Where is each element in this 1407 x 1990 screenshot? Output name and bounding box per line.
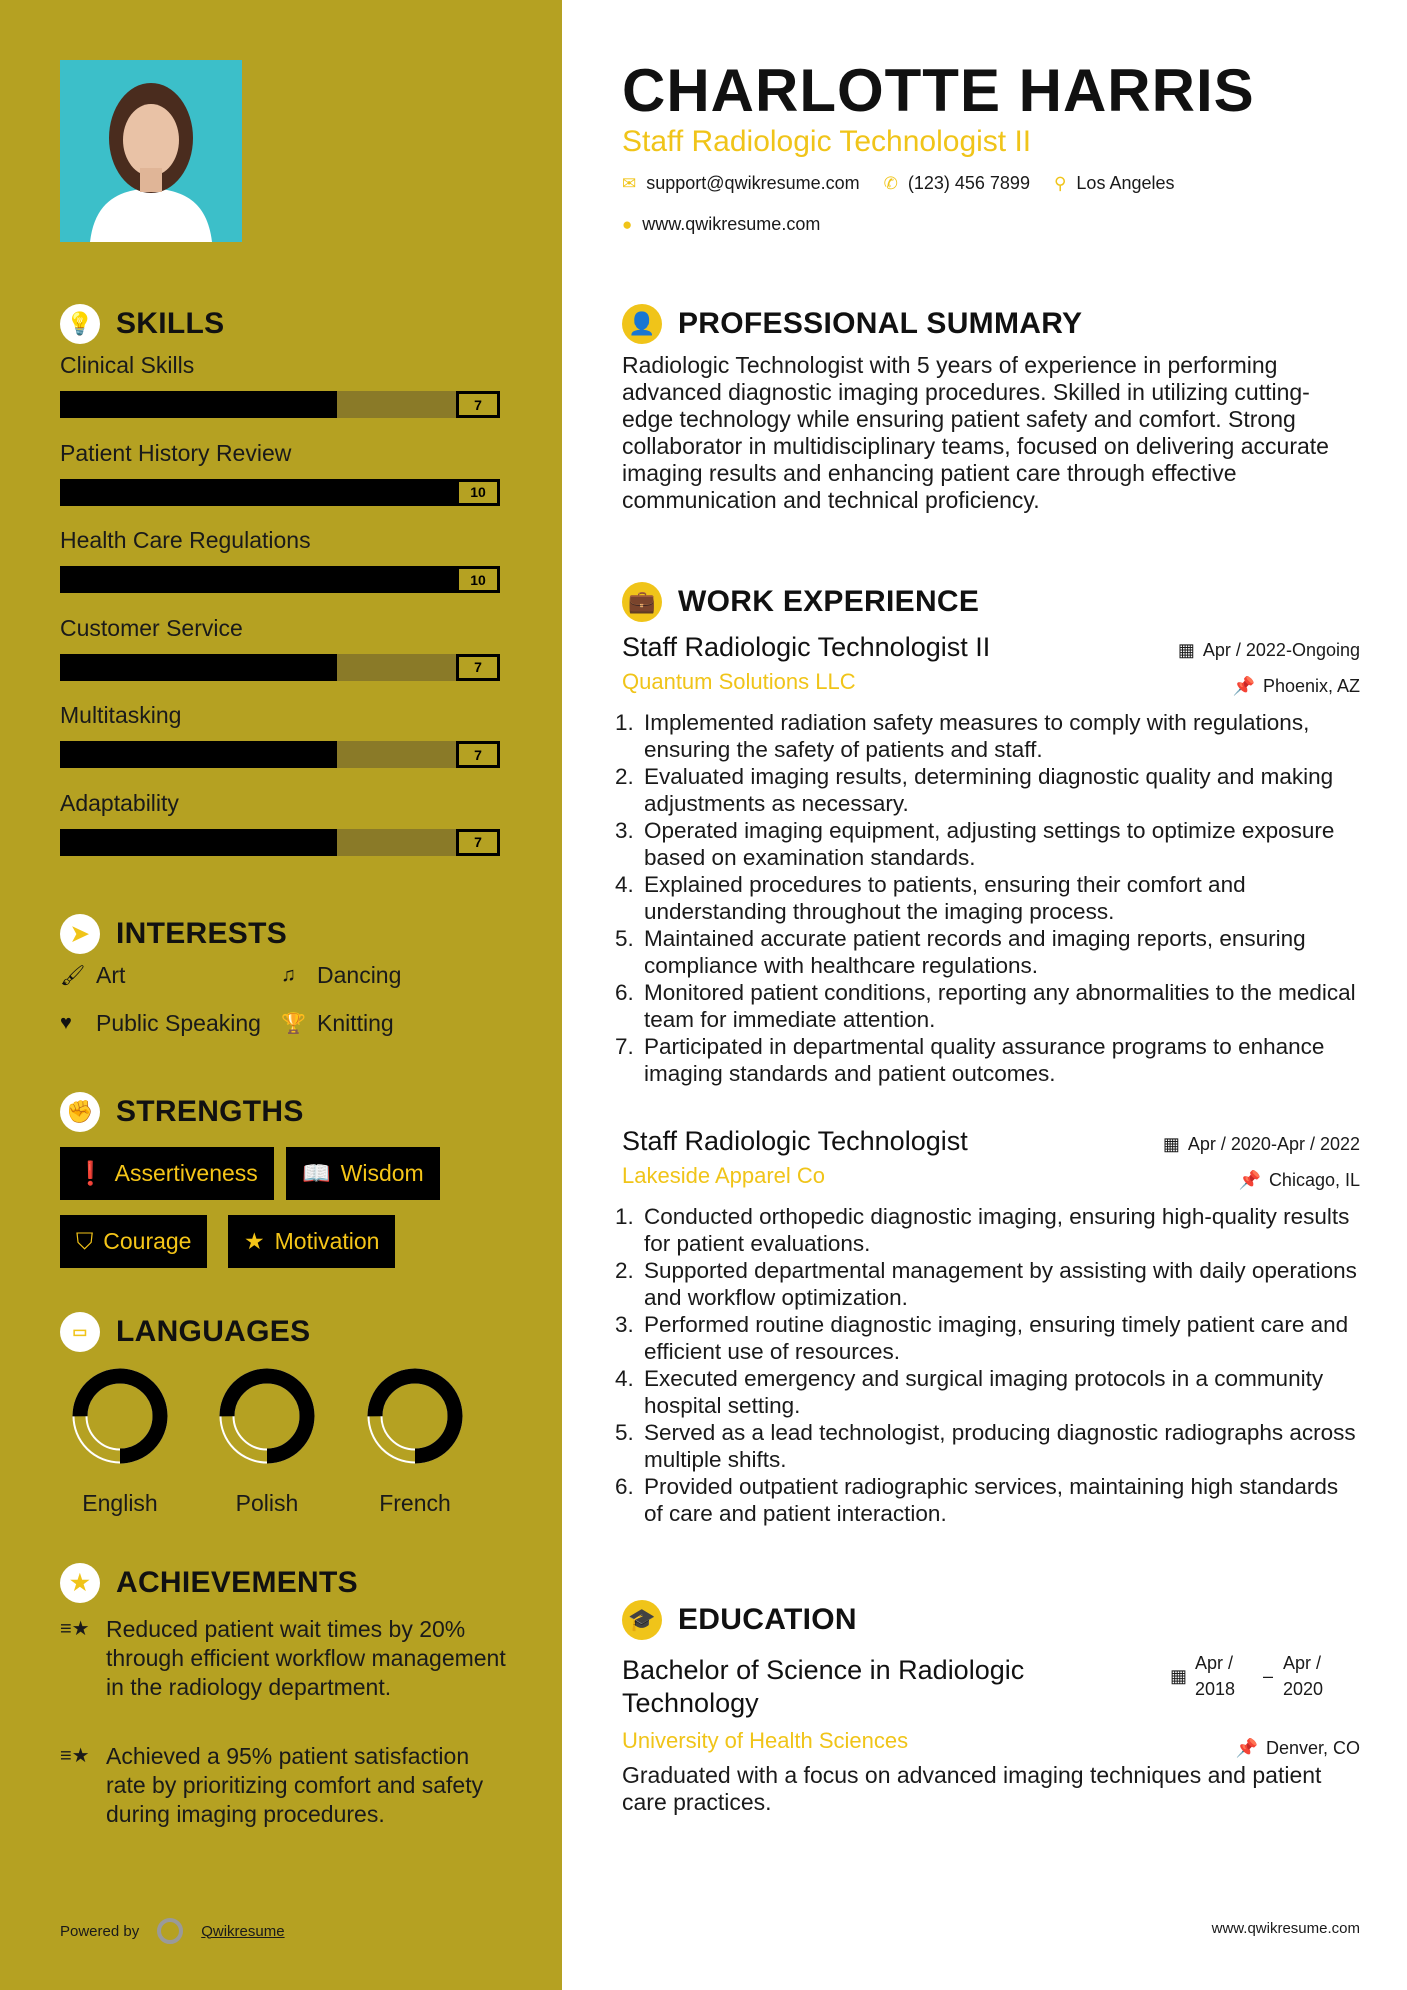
skill-item [60, 440, 500, 506]
skill-name: Health Care Regulations [60, 527, 311, 553]
skill-bar [60, 566, 500, 593]
interest-label: Knitting [317, 1010, 394, 1036]
skill-value: 7 [456, 741, 500, 768]
user-icon: 👤 [622, 304, 662, 344]
achievements-heading: ★ ACHIEVEMENTS [60, 1563, 358, 1603]
strength-label: Wisdom [340, 1160, 424, 1186]
calendar-icon: ▦ [1170, 1666, 1188, 1686]
footer-website[interactable]: www.qwikresume.com [1211, 1920, 1360, 1937]
email-link[interactable]: support@qwikresume.com [646, 173, 860, 193]
job-bullets [622, 1203, 1360, 1527]
interest-label: Dancing [317, 962, 402, 988]
lightbulb-icon: 💡 [60, 304, 100, 344]
brush-icon: 🖌 [60, 965, 86, 987]
qwikresume-link[interactable]: Qwikresume [201, 1922, 285, 1940]
strength-badge [228, 1215, 395, 1268]
skill-name: Multitasking [60, 702, 182, 728]
star-badge-icon: ≡★ [60, 1618, 90, 1640]
job-bullet: 3. Performed routine diagnostic imaging, ensuring timely patient care and efficient use of resources. [640, 1311, 1360, 1365]
achievement-text: Reduced patient wait times by 20% through efficient workflow management in the radiology department. [106, 1616, 506, 1700]
language-item [207, 1364, 327, 1517]
skill-name: Clinical Skills [60, 352, 195, 378]
language-name: Polish [235, 1490, 299, 1516]
job-location [1239, 1170, 1360, 1191]
degree: Bachelor of Science in Radiologic Technology [622, 1655, 1025, 1718]
education-location: 📌 Denver, CO [1235, 1738, 1360, 1758]
trophy-icon: 🏆 [281, 1013, 306, 1035]
education-text: Graduated with a focus on advanced imaging techniques and patient care practices. [622, 1762, 1322, 1815]
skill-bar-fill [60, 829, 337, 856]
skill-value: 10 [456, 479, 500, 506]
skill-value: 7 [456, 654, 500, 681]
music-icon: ♫ [281, 964, 296, 986]
job-location-text: Chicago, IL [1268, 1170, 1360, 1190]
star-badge-icon: ≡★ [60, 1745, 90, 1767]
language-item [355, 1364, 475, 1517]
job-entry [622, 1126, 1360, 1527]
candidate-title: Staff Radiologic Technologist II [622, 125, 1032, 158]
envelope-icon: ✉ [622, 173, 637, 193]
interest-item [60, 1010, 261, 1037]
job-bullet: 6. Monitored patient conditions, reporting any abnormalities to the medical team for immediate attention. [640, 979, 1360, 1033]
skills-heading: 💡 SKILLS [60, 304, 224, 344]
shield-icon: ⛉ [76, 1228, 94, 1254]
phone-icon: ✆ [883, 173, 898, 193]
job-bullet: 1. Implemented radiation safety measures to comply with regulations, ensuring the safety of patients and staff. [640, 709, 1360, 763]
heartbeat-icon: ♥ [60, 1012, 72, 1034]
job-title: Staff Radiologic Technologist [622, 1126, 968, 1156]
skill-bar-fill [60, 479, 456, 506]
job-bullet: 7. Participated in departmental quality assurance programs to enhance imaging standards and patient outcomes. [640, 1033, 1360, 1087]
graduate-icon: 🎓 [622, 1600, 662, 1640]
globe-icon: ● [622, 214, 633, 234]
job-bullet: 4. Executed emergency and surgical imaging protocols in a community hospital setting. [640, 1365, 1360, 1419]
skill-item [60, 527, 500, 593]
language-ring [363, 1364, 467, 1468]
language-ring [68, 1364, 172, 1468]
exclamation-circle-icon: ❗ [76, 1160, 105, 1186]
pushpin-icon: 📌 [1235, 1738, 1258, 1758]
school: University of Health Sciences [622, 1728, 909, 1753]
skill-item [60, 790, 500, 856]
briefcase-icon: 💼 [622, 582, 662, 622]
location: Los Angeles [1076, 173, 1175, 193]
interest-item [60, 962, 125, 989]
website-link[interactable]: www.qwikresume.com [642, 214, 821, 234]
skill-value: 10 [456, 566, 500, 593]
website-row [622, 214, 1360, 235]
header [622, 56, 1360, 235]
skill-bar [60, 829, 500, 856]
skill-item [60, 352, 500, 418]
job-bullet: 2. Evaluated imaging results, determining diagnostic quality and making adjustments as necessary. [640, 763, 1360, 817]
star-icon: ★ [244, 1228, 265, 1254]
pushpin-icon: 📌 [1238, 1170, 1261, 1190]
company-name: Quantum Solutions LLC [622, 669, 856, 694]
education-heading: EDUCATION [678, 1603, 857, 1636]
job-bullet: 5. Served as a lead technologist, producing diagnostic radiographs across multiple shifts. [640, 1419, 1360, 1473]
summary-section [622, 304, 1360, 514]
interests-heading: ➤ INTERESTS [60, 914, 287, 954]
job-entry [622, 632, 1360, 1087]
strength-label: Courage [103, 1228, 192, 1254]
skill-bar [60, 391, 500, 418]
job-bullet: 1. Conducted orthopedic diagnostic imaging, ensuring high-quality results for patient evaluations. [640, 1203, 1360, 1257]
qwikresume-logo-icon [157, 1918, 183, 1944]
interest-item [281, 1010, 394, 1037]
skill-bar-fill [60, 741, 337, 768]
strength-label: Assertiveness [114, 1160, 258, 1186]
language-ring [215, 1364, 319, 1468]
experience-section [622, 582, 1360, 622]
job-bullet: 6. Provided outpatient radiographic services, maintaining high standards of care and patient interaction. [640, 1473, 1360, 1527]
candidate-name: CHARLOTTE HARRIS [622, 57, 1255, 124]
company-name: Lakeside Apparel Co [622, 1163, 826, 1188]
achievement-item [60, 1615, 510, 1702]
job-bullet: 5. Maintained accurate patient records and imaging reports, ensuring compliance with healthcare regulations. [640, 925, 1360, 979]
job-title: Staff Radiologic Technologist II [622, 632, 991, 662]
interest-item [281, 962, 401, 989]
achievement-text: Achieved a 95% patient satisfaction rate by prioritizing comfort and safety during imaging procedures. [106, 1743, 484, 1827]
education-section [622, 1600, 1360, 1816]
book-icon: 📖 [302, 1160, 331, 1186]
job-dates [1163, 1134, 1360, 1155]
skill-name: Adaptability [60, 789, 179, 816]
contact-row [622, 173, 1360, 194]
summary-text: Radiologic Technologist with 5 years of experience in performing advanced diagnostic imaging procedures. Skilled in utilizing cutting-edge technology while ensuring patient safety and comfort. Strong collaborator in multidisciplinary teams, focused on delivering accurate imaging results and enhancing patient care through effective communication and technical proficiency. [622, 352, 1329, 513]
strength-badge [286, 1147, 440, 1200]
star-icon: ★ [60, 1563, 100, 1603]
calendar-icon: ▦ [1177, 640, 1195, 660]
experience-heading: WORK EXPERIENCE [678, 585, 980, 618]
skill-item [60, 615, 500, 681]
fist-icon: ✊ [60, 1092, 100, 1132]
job-dates-text: Apr / 2020-Apr / 2022 [1187, 1134, 1360, 1154]
paper-plane-icon: ➤ [60, 914, 100, 954]
job-bullet: 2. Supported departmental management by assisting with daily operations and workflow optimization. [640, 1257, 1360, 1311]
strengths-heading: ✊ STRENGTHS [60, 1092, 304, 1132]
languages-heading: ▭ LANGUAGES [60, 1312, 310, 1352]
pushpin-icon: 📌 [1232, 676, 1255, 696]
strength-badge [60, 1215, 207, 1268]
education-dates: ▦ Apr / 2018 – Apr / 2020 [1170, 1653, 1324, 1699]
skill-name: Patient History Review [60, 439, 292, 466]
interest-label: Public Speaking [96, 1010, 261, 1036]
language-item [60, 1364, 180, 1517]
skill-bar [60, 479, 500, 506]
skill-value: 7 [456, 829, 500, 856]
powered-by: Powered by Qwikresume [60, 1918, 285, 1944]
job-dates-text: Apr / 2022-Ongoing [1202, 640, 1360, 660]
job-bullet: 4. Explained procedures to patients, ensuring their comfort and understanding throughout the imaging process. [640, 871, 1360, 925]
skill-name: Customer Service [60, 614, 243, 641]
map-pin-icon: ⚲ [1053, 173, 1067, 193]
strength-badge [60, 1147, 274, 1200]
skill-bar-fill [60, 566, 456, 593]
skill-item [60, 702, 500, 768]
skill-bar [60, 741, 500, 768]
job-bullet: 3. Operated imaging equipment, adjusting settings to optimize exposure based on examination standards. [640, 817, 1360, 871]
skill-bar-fill [60, 654, 337, 681]
strength-label: Motivation [274, 1228, 380, 1254]
skill-bar [60, 654, 500, 681]
job-location [1233, 676, 1360, 697]
phone: (123) 456 7899 [907, 173, 1030, 193]
achievement-item [60, 1742, 510, 1829]
language-card-icon: ▭ [60, 1312, 100, 1352]
job-bullets [622, 709, 1360, 1087]
job-location-text: Phoenix, AZ [1262, 676, 1360, 696]
skill-value: 7 [456, 391, 500, 418]
interest-label: Art [96, 962, 126, 988]
summary-heading: PROFESSIONAL SUMMARY [678, 307, 1083, 340]
language-name: French [379, 1490, 451, 1516]
job-dates [1178, 640, 1360, 661]
profile-photo [60, 60, 242, 242]
skill-bar-fill [60, 391, 337, 418]
language-name: English [82, 1490, 158, 1516]
calendar-icon: ▦ [1162, 1134, 1180, 1154]
